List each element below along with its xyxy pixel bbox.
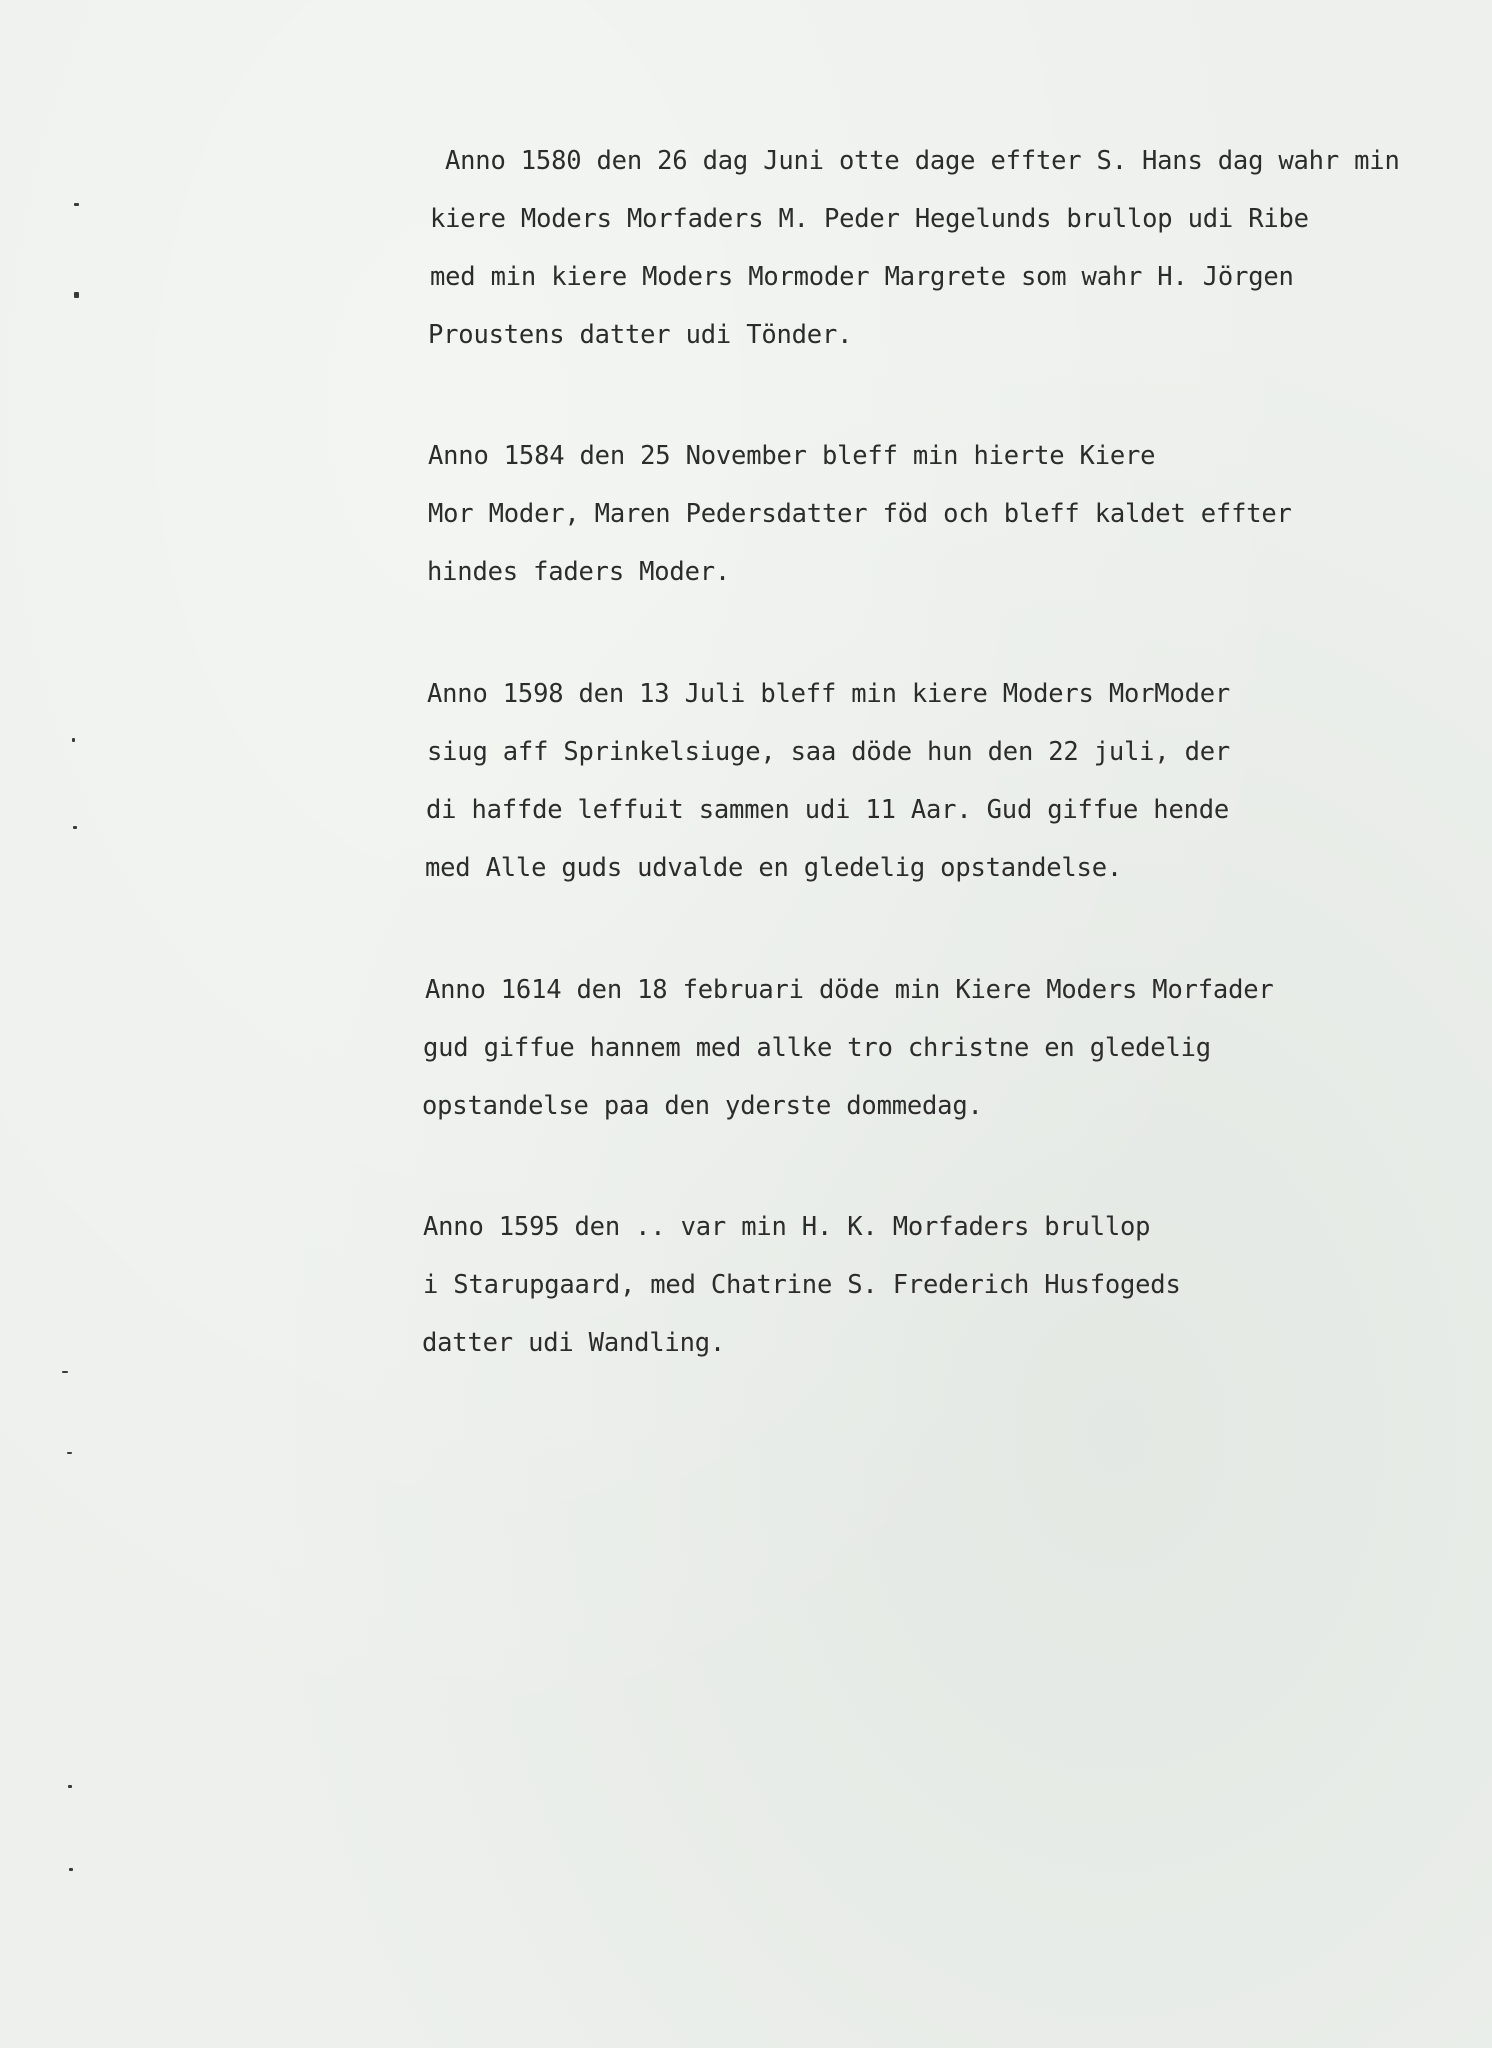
entry-1584-line-1: Anno 1584 den 25 November bleff min hierte Kiere bbox=[428, 441, 1156, 471]
entry-1595-line-1: Anno 1595 den .. var min H. K. Morfaders brullop bbox=[423, 1212, 1151, 1242]
entry-1614-line-2: gud giffue hannem med allke tro christne en gledelig bbox=[423, 1033, 1211, 1063]
entry-1595-line-2: i Starupgaard, med Chatrine S. Frederich Husfogeds bbox=[423, 1270, 1181, 1300]
entry-1580-line-1: Anno 1580 den 26 dag Juni otte dage effter S. Hans dag wahr min bbox=[445, 146, 1400, 176]
entry-1584-line-2: Mor Moder, Maren Pedersdatter föd och bleff kaldet effter bbox=[428, 499, 1292, 529]
entry-1598-line-4: med Alle guds udvalde en gledelig opstandelse. bbox=[425, 853, 1123, 883]
margin-mark bbox=[72, 738, 75, 742]
entry-1614-line-1: Anno 1614 den 18 februari döde min Kiere Moders Morfader bbox=[425, 975, 1274, 1005]
margin-mark bbox=[68, 1785, 72, 1788]
entry-1580-line-4: Proustens datter udi Tönder. bbox=[428, 320, 853, 350]
entry-1580-line-3: med min kiere Moders Mormoder Margrete som wahr H. Jörgen bbox=[430, 262, 1294, 292]
margin-mark bbox=[73, 826, 77, 829]
entry-1584-line-3: hindes faders Moder. bbox=[427, 557, 731, 587]
entry-1580-line-2: kiere Moders Morfaders M. Peder Hegelunds brullop udi Ribe bbox=[430, 204, 1309, 234]
margin-mark bbox=[74, 292, 79, 298]
entry-1595-line-3: datter udi Wandling. bbox=[422, 1328, 726, 1358]
margin-mark bbox=[67, 1452, 72, 1454]
entry-1614-line-3: opstandelse paa den yderste dommedag. bbox=[422, 1091, 983, 1121]
entry-1598-line-2: siug aff Sprinkelsiuge, saa döde hun den 22 juli, der bbox=[427, 737, 1231, 767]
margin-mark bbox=[69, 1868, 73, 1871]
entry-1598-line-3: di haffde leffuit sammen udi 11 Aar. Gud giffue hende bbox=[426, 795, 1230, 825]
entry-1598-line-1: Anno 1598 den 13 Juli bleff min kiere Moders MorModer bbox=[427, 679, 1231, 709]
margin-mark bbox=[74, 203, 79, 206]
margin-mark bbox=[62, 1371, 68, 1373]
